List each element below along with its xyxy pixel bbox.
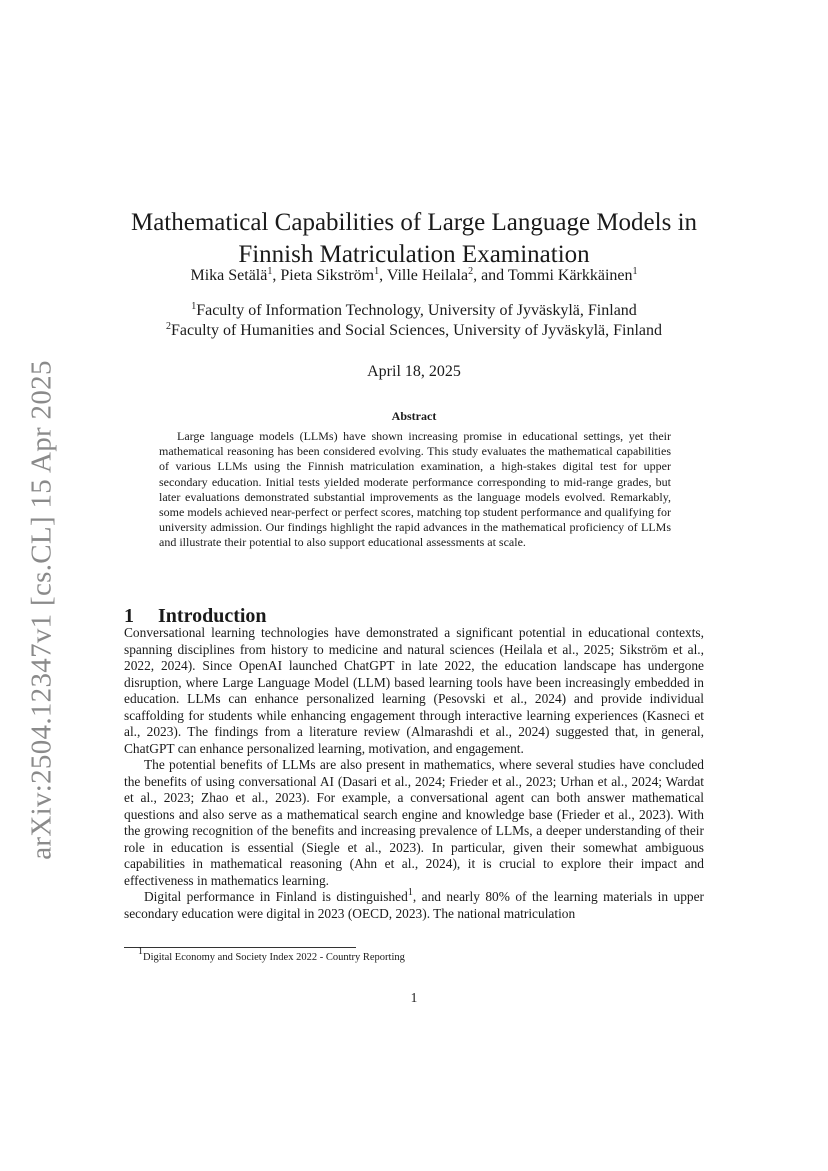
author-affiliation-mark: 1 [374, 266, 380, 277]
author-affiliation-mark: 2 [468, 266, 474, 277]
paragraph [124, 889, 704, 922]
title-line-2: Finnish Matriculation Examination [238, 240, 590, 268]
paragraph: The potential benefits of LLMs are also present in mathematics, where several studies have concluded the benefits of using conversational AI (Dasari et al., 2024; Frieder et al., 2023; Urhan et al., 2024; Wardat et al., 2023; Zhao et al., 2023). For example, a conversational agent can both answer mathematical questions and also serve as a mathematical search engine and knowledge base (Frieder et al., 2023). With the growing recognition of the benefits and increasing prevalence of LLMs, a deeper understanding of their role in education is essential (Siegle et al., 2023). In particular, given their somewhat ambiguous capabilities in mathematical reasoning (Ahn et al., 2024), it is crucial to explore their impact and effectiveness in mathematics learning. [124, 757, 704, 888]
footnote-mark: 1 [138, 946, 143, 957]
author-name: Mika Setälä [190, 267, 268, 284]
author-separator: , [272, 267, 281, 284]
paragraph-text: , and nearly 80% of the learning materials in upper secondary education were digital in 2023 (OECD, 2023). The national matriculation [124, 889, 705, 921]
paragraph-text: Digital performance in Finland is distinguished [144, 889, 408, 904]
author-list [124, 266, 704, 286]
paper-title [124, 207, 704, 271]
section-title: Introduction [158, 604, 267, 627]
footnote [138, 946, 405, 964]
author-affiliation-mark: 1 [632, 266, 638, 277]
affiliation-text: Faculty of Humanities and Social Sciences, University of Jyväskylä, Finland [170, 322, 663, 339]
affiliation-mark: 1 [191, 301, 197, 312]
paragraph: Conversational learning technologies have demonstrated a significant potential in educational contexts, spanning disciplines from history to medicine and natural sciences (Heilala et al., 2025; Sikström et al., 2022, 2024). Since OpenAI launched ChatGPT in late 2022, the education landscape has undergone disruption, where Large Language Model (LLM) based learning tools have been increasingly embedded in education. LLMs can enhance personalized learning (Pesovski et al., 2024) and provide individual scaffolding for students while enhancing engagement through interactive learning experiences (Kasneci et al., 2023). The findings from a literature review (Almarashdi et al., 2024) suggested that, in general, ChatGPT can enhance personalized learning, motivation, and engagement. [124, 625, 704, 756]
author-name: Tommi Kärkkäinen [507, 267, 633, 284]
footnote-reference[interactable]: 1 [407, 887, 413, 898]
footnote-text: Digital Economy and Society Index 2022 - Country Reporting [143, 952, 405, 963]
author-name: Pieta Sikström [280, 267, 375, 284]
abstract-heading: Abstract [391, 409, 437, 423]
author-separator: , and [473, 267, 508, 284]
affiliation-mark: 2 [165, 321, 171, 332]
section-number: 1 [124, 604, 134, 627]
affiliation [124, 321, 704, 341]
affiliation-list [124, 301, 704, 341]
title-line-1: Mathematical Capabilities of Large Language Models in [130, 208, 698, 236]
affiliation [124, 301, 704, 321]
publication-date: April 18, 2025 [367, 363, 461, 380]
page-number: 1 [410, 990, 418, 1005]
author-affiliation-mark: 1 [267, 266, 273, 277]
section-body [124, 625, 704, 922]
author-separator: , [379, 267, 387, 284]
arxiv-identifier: arXiv:2504.12347v1 [cs.CL] 15 Apr 2025 [25, 360, 58, 860]
affiliation-text: Faculty of Information Technology, University of Jyväskylä, Finland [196, 302, 637, 319]
author-name: Ville Heilala [386, 267, 469, 284]
footnote-divider [124, 947, 356, 948]
abstract-text: Large language models (LLMs) have shown increasing promise in educational settings, yet their mathematical reasoning has been considered evolving. This study evaluates the mathematical capabilities of various LLMs using the Finnish matriculation examination, a high-stakes digital test for upper secondary education. Initial tests yielded moderate performance corresponding to mid-range grades, but later evaluations demonstrated substantial improvements as the language models evolved. Remarkably, some models achieved near-perfect or perfect scores, matching top student performance and qualifying for university admission. Our findings highlight the rapid advances in the mathematical proficiency of LLMs and illustrate their potential to also support educational assessments at scale. [159, 429, 671, 550]
